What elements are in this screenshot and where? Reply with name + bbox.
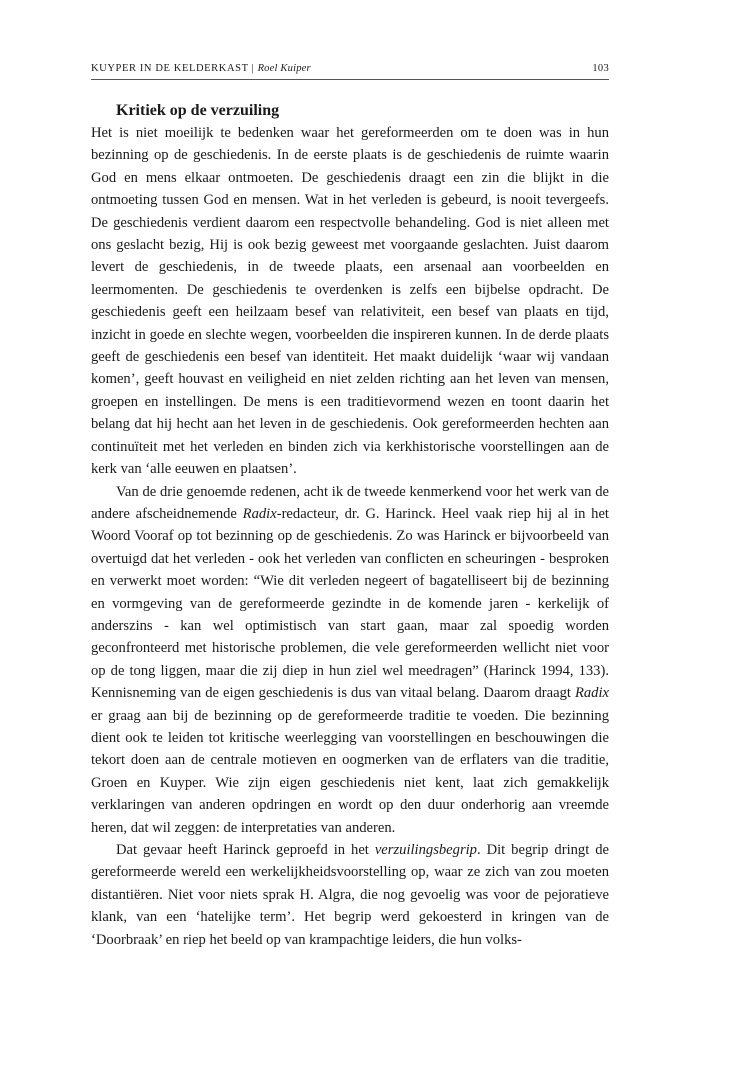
running-head	[91, 63, 609, 80]
page-number: 103	[592, 63, 609, 74]
running-head-left	[91, 63, 311, 74]
paragraph-text: Dat gevaar heeft Harinck geproefd in het	[116, 842, 375, 858]
paragraph-1	[91, 122, 609, 481]
paragraph-3	[91, 839, 609, 951]
paragraph-text: Van de drie genoemde redenen, acht ik de tweede kenmerkend voor het werk van de andere afscheidnemende	[91, 483, 609, 522]
paragraph-2	[91, 481, 609, 840]
running-head-separator: |	[248, 63, 258, 74]
running-head-title: KUYPER IN DE KELDERKAST	[91, 63, 249, 74]
paragraph-text: Het is niet moeilijk te bedenken waar het gereformeerden om te doen was in hun bezinning op de geschiedenis. In de eerste plaats is de geschiedenis de ruimte waarin God en mens elkaar ontmoeten. De geschiedenis draagt een zin die blijkt in die ontmoeting tussen God en mensen. Wat in het verleden is gebeurd, is nooit tevergeefs. De geschiedenis verdient daarom een respectvolle behandeling. God is niet alleen met ons geslacht bezig, Hij is ook bezig geweest met voorgaande geslachten. Juist daarom levert de geschiedenis, in de tweede plaats, een arsenaal aan voorbeelden en leermomenten. De geschiedenis te overdenken is zelfs een bijbelse opdracht. De geschiedenis geeft een heilzaam besef van relativiteit, een besef van plaats en tijd, inzicht in goede en slechte wegen, voorbeelden die inspireren kunnen. In de derde plaats geeft de geschiedenis een besef van identiteit. Het maakt duidelijk ‘waar wij vandaan komen’, geeft houvast en veiligheid en niet zelden richting aan het leven van mensen, groepen en instellingen. De mens is een traditievormend wezen en toont daarin het belang dat hij hecht aan het leven in de geschiedenis. Ook gereformeerden hechten aan continuïteit met het verleden en binden zich via kerkhistorische voorstellingen aan de kerk van ‘alle eeuwen en plaatsen’.	[91, 125, 609, 478]
italic-journal-name: Radix	[242, 505, 277, 522]
paragraph-text: . Dit begrip dringt de gereformeerde wereld een werkelijkheidsvoorstelling op, waar ze zich van zou moeten distantiëren. Niet voor niets sprak H. Algra, die nog gevoelig was voor de pejoratieve klank, van een ‘hatelijke term’. Het begrip werd gekoesterd in kringen van de ‘Doorbraak’ en riep het beeld op van krampachtige leiders, die hun volks-	[91, 842, 609, 948]
page-content	[91, 100, 609, 951]
section-heading: Kritiek op de verzuiling	[116, 102, 280, 119]
italic-journal-name: Radix	[574, 685, 609, 702]
running-head-author: Roel Kuiper	[257, 63, 311, 74]
italic-term: verzuilingsbegrip	[374, 842, 477, 858]
paragraph-text: -redacteur, dr. G. Harinck. Heel vaak riep hij al in het Woord Vooraf op tot bezinning op de geschiedenis. Zo was Harinck er bijvoorbeeld van overtuigd dat het verleden - ook het verleden van conflicten en scheuringen - besproken en verwerkt moet worden: “Wie dit verleden negeert of bagatelliseert bij de bezinning en vormgeving van de gereformeerde gezindte in de komende jaren - kerkelijk of anderszins - kan wel optimistisch van start gaan, maar zal spoedig worden geconfronteerd met historische problemen, die vele gereformeerden wellicht niet voor op de tong liggen, maar die zij diep in hun ziel wel meedragen” (Harinck 1994, 133). Kennisneming van de eigen geschiedenis is dus van vitaal belang. Daarom draagt	[91, 505, 609, 702]
paragraph-text: er graag aan bij de bezinning op de gereformeerde traditie te voeden. Die bezinning dient ook te leiden tot kritische weerlegging van voorstellingen en beschouwingen die tekort doen aan de centrale motieven en oogmerken van de erflaters van die traditie, Groen en Kuyper. Wie zijn eigen geschiedenis niet kent, laat zich gemakkelijk verklaringen van anderen opdringen en wordt op den duur onderhorig aan vreemde heren, dat wil zeggen: de interpretaties van anderen.	[91, 707, 609, 836]
